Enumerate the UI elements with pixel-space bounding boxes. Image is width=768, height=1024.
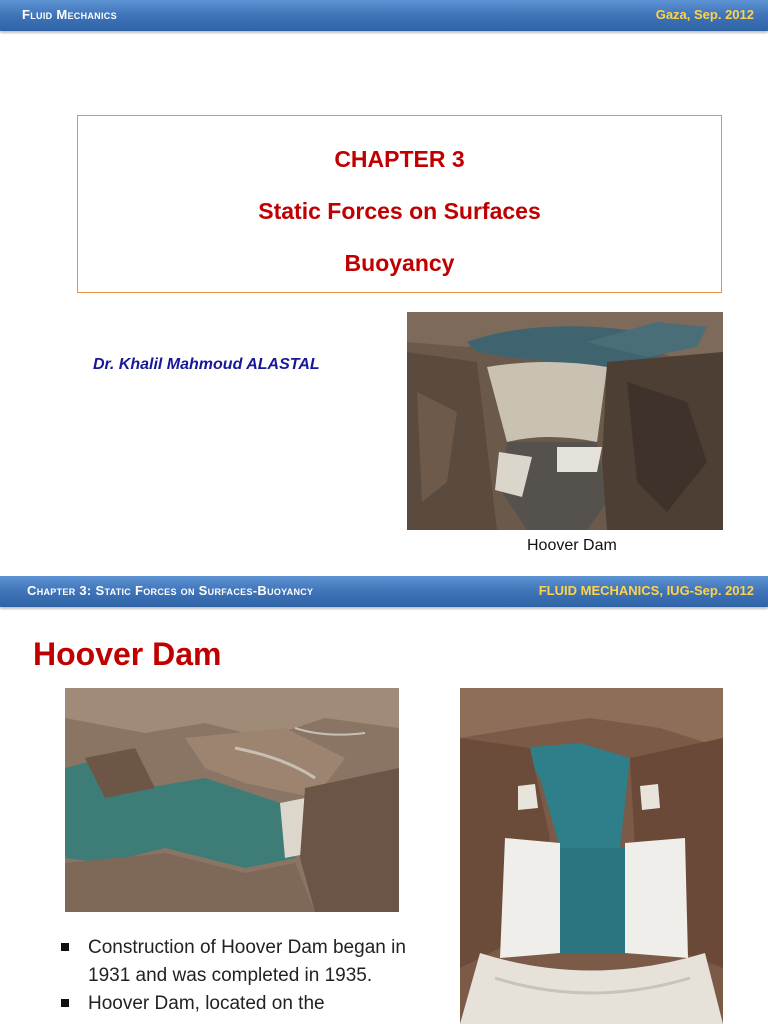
photo-caption: Hoover Dam [527, 537, 617, 554]
lake-mead-aerial-photo [65, 688, 399, 912]
chapter-title-box [77, 115, 722, 293]
bullet-item [60, 990, 450, 1018]
bullet-item [60, 934, 450, 990]
bullet-square-icon [61, 999, 69, 1007]
bullet-square-icon [61, 943, 69, 951]
chapter-title: Static Forces on Surfaces [258, 198, 541, 224]
bullet-text: Hoover Dam, located on the [88, 993, 325, 1014]
slide2-title: Hoover Dam [33, 636, 222, 672]
chapter-label: CHAPTER 3 [334, 146, 465, 172]
slide1-header-date: Gaza, Sep. 2012 [655, 7, 754, 22]
hoover-dam-downstream-photo [460, 688, 723, 1024]
author-name: Dr. Khalil Mahmoud ALASTAL [93, 356, 320, 373]
chapter-subtitle: Buoyancy [344, 250, 455, 276]
slide2-header-chapter: Chapter 3: Static Forces on Surfaces-Buoyancy [27, 583, 314, 598]
slide1-header-course: Fluid Mechanics [22, 7, 117, 22]
bullet-list [60, 934, 450, 1018]
slide2-header-bar [0, 576, 768, 607]
bullet-text: Construction of Hoover Dam began in 1931 and was completed in 1935. [88, 937, 406, 986]
hoover-dam-aerial-photo [407, 312, 723, 530]
slide2-header-course: FLUID MECHANICS, IUG-Sep. 2012 [538, 583, 754, 598]
slide1-header-bar [0, 0, 768, 31]
